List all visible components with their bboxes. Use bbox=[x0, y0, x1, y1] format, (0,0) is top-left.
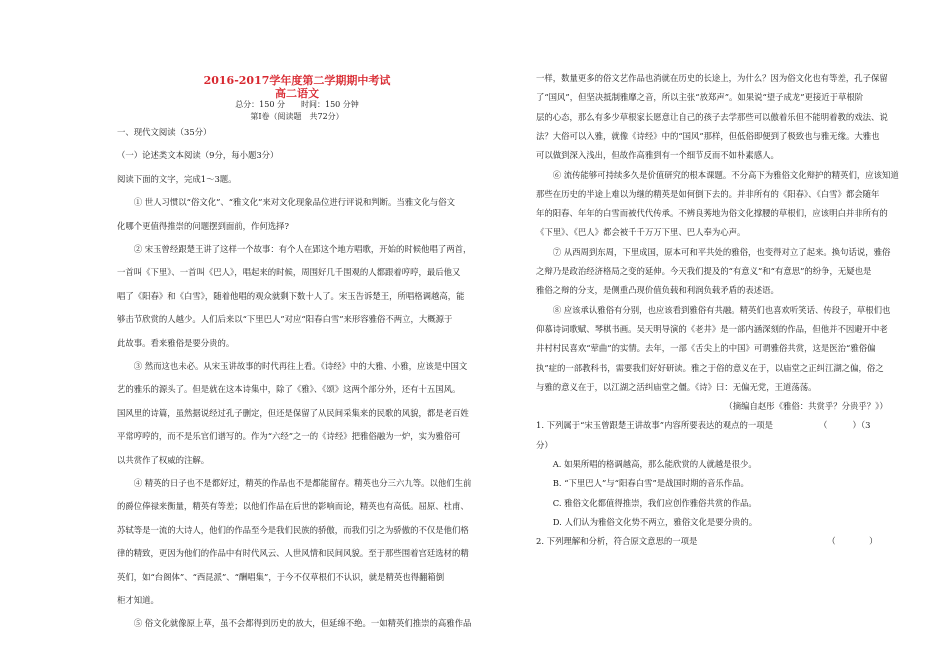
text-line: ⑦ 从西周到东周，下里成国，原本可和平共处的雅俗，也变得对立了起来。换句话说，雅俗 bbox=[536, 246, 891, 257]
text-line: 国风里的诗篇，虽然据说经过孔子删定，但还是保留了从民间采集来的民歌的风貌，都是老百姓 bbox=[117, 407, 469, 418]
text-line: 了“国风”，但坚决抵制雅靡之音，所以主张“放郑声”。如果说“望子成龙”更接近于草根阶 bbox=[536, 92, 864, 103]
text-line: B. “下里巴人”与“阳春白雪”是战国时期的音乐作品。 bbox=[536, 478, 749, 489]
text-line: 年的阳春、年年的白雪而被代代传承。不辨良莠地为俗文化撑腰的草根们，应该明白并非所有的 bbox=[536, 208, 888, 219]
text-line: 1. 下列属于“宋玉曾跟楚王讲故事”内容所要表达的观点的一项是 （ ）（3 bbox=[536, 420, 871, 431]
text-line: A. 如果所唱的格调越高，那么能欣赏的人就越是很少。 bbox=[536, 459, 757, 469]
text-line: 井村村民喜欢“荤曲”的实情。去年，一部《舌尖上的中国》可谓雅俗共赏，这是医治“雅俗偏 bbox=[536, 343, 876, 354]
text-line: 那些在历史的半途上难以为继的精英是如何倒下去的。并非所有的《阳春》、《白雪》都会随年 bbox=[536, 188, 880, 199]
text-line: ⑧ 应该承认雅俗有分别，也应该看到雅俗有共融。精英们也喜欢听笑话、传段子，草根们也 bbox=[536, 304, 891, 315]
text-line: 一、现代文阅读（35分） bbox=[117, 127, 212, 137]
text-line: ⑤ 俗文化就像原上草，虽不会都得到历史的放大，但延绵不绝。一如精英们推崇的高雅作品 bbox=[117, 618, 472, 629]
text-line: D. 人们认为雅俗文化势不两立，雅俗文化是要分贵的。 bbox=[536, 516, 758, 527]
text-line: 苏轼等是一流的大诗人，他们的作品至今是我们民族的骄傲，而我们引之为骄傲的不仅是他们格 bbox=[117, 524, 469, 535]
score-time: 总分：150 分 时间：150 分钟 bbox=[235, 100, 359, 109]
text-line: （一）论述类文本阅读（9分，每小题3分） bbox=[117, 150, 279, 161]
text-line: 英们，如“台阁体”、“西昆派”、“酬唱集”，于今不仅草根们不认识，就是精英也得翻箱倒 bbox=[117, 571, 445, 582]
text-line: 唱了《阳春》和《白雪》，随着他唱的观众就剩下数十人了。宋玉告诉楚王，所唱格调越高，能 bbox=[117, 290, 465, 301]
text-line: 《下里》、《巴人》都会被千千万万下里、巴人奉为心声。 bbox=[536, 227, 746, 238]
text-line: 法？大俗可以入雅，就像《诗经》中的“国风”那样，但低俗即便到了极致也与雅无缘。大雅也 bbox=[536, 130, 880, 141]
text-line: 之辩乃是政治经济格局之变的延伸。今天我们提及的“有意义”和“有意思”的纷争，无疑也是 bbox=[536, 266, 872, 276]
text-line: ① 世人习惯以“俗文化”、“雅文化”来对文化现象品位进行评说和判断。当雅文化与俗文 bbox=[117, 197, 456, 208]
text-line: 够击节欣赏的人越少。人们后来以“下里巴人”对应“阳春白雪”来形容雅俗不两立，大概源于 bbox=[117, 314, 453, 325]
text-line: ⑥ 流传能够可持续多久是价值研究的根本课题。不分高下为雅俗文化辩护的精英们，应该知道 bbox=[536, 169, 899, 180]
text-line: 可以做到深入浅出，但故作高雅到有一个细节反而不如朴素感人。 bbox=[536, 150, 779, 161]
text-line: 2. 下列理解和分析，符合原文意思的一项是 （ ） bbox=[536, 536, 878, 547]
text-line: （摘编自赵彤《雅俗：共赏乎？分贵乎？》） bbox=[536, 401, 888, 412]
text-line: 执”症的一部教科书，需要我们好好研读。雅之于俗的意义在于，以庙堂之正纠江湖之偏，俗之 bbox=[536, 362, 884, 373]
text-line: ③ 然而这也未必。从宋玉讲故事的时代再往上看。《诗经》中的大雅、小雅，应该是中国文 bbox=[117, 361, 468, 371]
exam-meta bbox=[117, 99, 477, 123]
text-line: 艺的雅乐的源头了。但是就在这本诗集中，除了《雅》、《颂》这两个部分外，还有十五国风。 bbox=[117, 384, 461, 395]
text-line: 雅俗之辩的分支，是侧重凸现价值负载和利润负载矛盾的表述语。 bbox=[536, 285, 779, 296]
text-line: 此故事。看来雅俗是要分贵的。 bbox=[117, 337, 235, 348]
exam-title-line1: 2016-2017学年度第二学期期中考试 bbox=[203, 74, 391, 87]
text-line: 仰慕诗词歌赋、琴棋书画。吴天明导演的《老井》是一部内涵深刻的作品，但他并不因避开中老 bbox=[536, 323, 888, 334]
text-line: 平常哼哼的，而不是乐官们谱写的。作为“六经”之一的《诗经》把雅俗融为一炉，实为雅俗可 bbox=[117, 431, 461, 442]
text-line: 律的精致，更因为他们的作品中有时代风云、人世风情和民间风貌。至于那些围着宫廷选材的精 bbox=[117, 548, 469, 559]
text-line: 一样，数量更多的俗文艺作品也消就在历史的长途上，为什么？因为俗文化也有等差，孔子保留 bbox=[536, 73, 888, 83]
text-line: 的爵位俸禄来衡量，精英有等差；以他们作品在后世的影响而论，精英也有高低。屈原、杜甫、 bbox=[117, 501, 469, 512]
text-line: C. 雅俗文化都值得推崇，我们应创作雅俗共赏的作品。 bbox=[536, 497, 757, 508]
exam-title-line2: 高二语文 bbox=[275, 87, 319, 100]
text-line: 分） bbox=[536, 439, 553, 450]
text-line: ④ 精英的日子也不是都好过，精英的作品也不是都能留存。精英也分三六九等。以他们生前 bbox=[117, 478, 472, 488]
text-line: ② 宋玉曾经跟楚王讲了这样一个故事：有个人在郢这个地方唱歌，开始的时候他唱了两首， bbox=[117, 244, 472, 254]
text-line: 化哪个更值得推崇的问题摆到面前，作何选择? bbox=[117, 220, 289, 231]
text-line: 一首叫《下里》、一首叫《巴人》，唱起来的时候，周围好几千围观的人都跟着哼哼，最后他又 bbox=[117, 267, 461, 278]
text-line: 以共赏作了权威的注解。 bbox=[117, 454, 210, 465]
text-line: 柜才知道。 bbox=[117, 595, 159, 605]
text-line: 层的心态，那么有多少草根家长愿意让自己的孩子去学那些可以傲着乐但不能明着教的戏法、说 bbox=[536, 111, 888, 122]
volume-heading: 第Ⅰ卷（阅读题 共72分） bbox=[250, 112, 344, 121]
text-line: 阅读下面的文字，完成1～3题。 bbox=[117, 173, 237, 184]
exam-title bbox=[117, 74, 477, 100]
text-line: 与雅的意义在于，以江湖之活纠庙堂之僵。《诗》曰：无偏无党，王道荡荡。 bbox=[536, 381, 817, 392]
